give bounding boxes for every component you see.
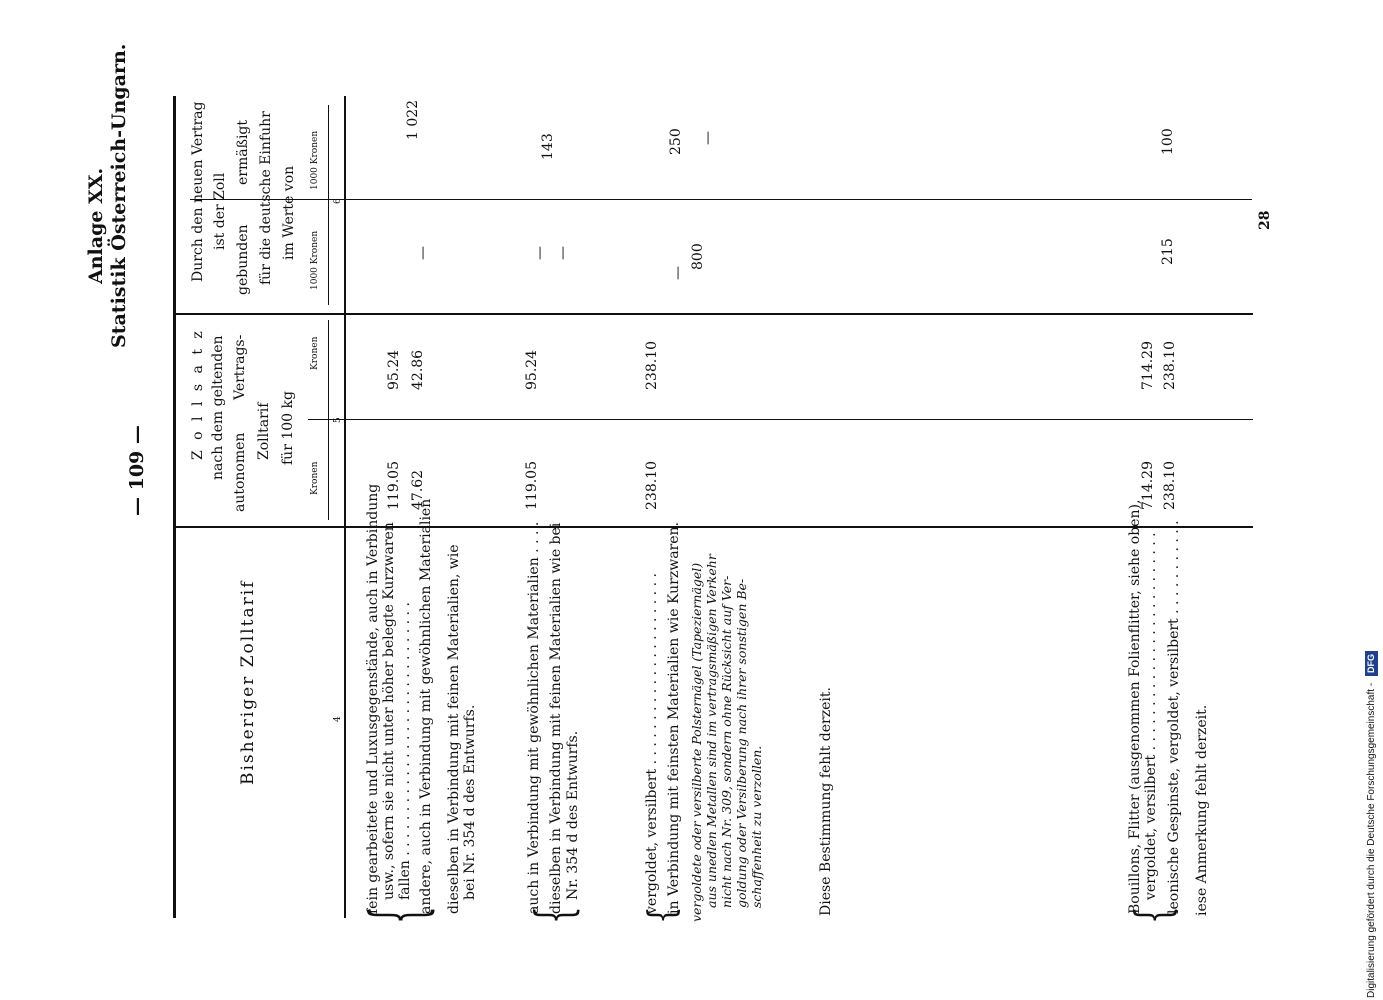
autonomous-rate: 119.05 [524, 461, 540, 510]
col6-subtitle: ist der Zoll [212, 172, 228, 250]
row-text: Bouillons, Flitter (ausgenommen Folienflitter, siehe oben), [1127, 499, 1143, 914]
bound-value: 800 [690, 243, 706, 270]
col6-unit-rule [328, 105, 329, 305]
row-text: dieselben in Verbindung mit feinen Materialien, wie [446, 544, 462, 914]
reduced-value: 1 022 [405, 99, 421, 140]
row-text: vergoldet, versilbert . . . . . . . . . . . . . . . . . . . . . . . . . [1143, 532, 1159, 900]
col5-tariff-label: Zolltarif [256, 402, 272, 460]
col6-bound-label: gebunden [235, 224, 251, 295]
col5-inner-divider [308, 419, 1253, 420]
row-note: goldung oder Versilberung nach ihrer sonstigen Be- [734, 578, 749, 908]
col5-title: Z o l l s a t z [190, 328, 206, 460]
row-note: vergoldete oder versilberte Polsternägel (Tapeziernägel) [689, 562, 704, 922]
reduced-value: — [700, 131, 716, 145]
brace: { [524, 906, 584, 924]
col5-subtitle: nach dem geltenden [210, 335, 226, 480]
treaty-rate: 238.10 [644, 341, 660, 390]
col4-col5-divider [173, 526, 1253, 528]
funding-note: Digitalisierung gefördert durch die Deutsche Forschungsgemeinschaft - [1366, 682, 1377, 998]
col4-title: Bisheriger Zolltarif [238, 579, 258, 785]
col6-german-import: für die deutsche Einfuhr [258, 111, 274, 285]
row-text: in Verbindung mit feinsten Materialien wie Kurzwaren. [666, 522, 682, 914]
bound-value: 215 [1160, 238, 1176, 265]
row-text: usw., sofern sie nicht unter höher belegte Kurzwaren [381, 522, 397, 900]
row-note: schaffenheit zu verzollen. [749, 745, 764, 908]
autonomous-rate: 238.10 [644, 461, 660, 510]
col6-unit-right: 1000 Kronen [310, 130, 320, 190]
row-text: bei Nr. 354 d des Entwurfs. [462, 704, 478, 900]
row-text: dieselben in Verbindung mit feinen Materialien wie bei [548, 522, 564, 914]
col4-number: 4 [333, 716, 343, 722]
row-text: Diese Bestimmung fehlt derzeit. [818, 687, 834, 916]
autonomous-rate: 238.10 [1162, 461, 1178, 510]
reduced-value: 143 [540, 133, 556, 160]
treaty-rate: 42.86 [410, 349, 426, 390]
col6-value-label: im Werte von [281, 165, 297, 260]
col5-unit-left: Kronen [310, 461, 320, 495]
bound-value: — [555, 246, 571, 260]
treaty-rate: 238.10 [1162, 341, 1178, 390]
col5-autonomous-label: autonomen [232, 432, 248, 512]
row-text: vergoldet, versilbert . . . . . . . . . . . . . . . . . . . . . . [644, 573, 660, 914]
col5-unit-rule [328, 320, 329, 520]
reduced-value: 250 [668, 128, 684, 155]
col5-treaty-label: Vertrags- [232, 334, 248, 400]
brace: { [640, 906, 683, 924]
brace: { [1125, 906, 1182, 924]
row-text: auch in Verbindung mit gewöhnlichen Materialien . . . . [526, 521, 542, 914]
treaty-rate: 95.24 [524, 349, 540, 390]
col6-reduced-label: ermäßigt [235, 119, 251, 185]
row-text: iese Anmerkung fehlt derzeit. [1194, 704, 1210, 916]
dfg-side-note [1363, 8, 1381, 998]
row-text: andere, auch in Verbindung mit gewöhnlichen Materialien [418, 498, 434, 914]
signature-number: 28 [1257, 210, 1273, 230]
brace: { [355, 906, 441, 924]
col5-per-100kg: für 100 kg [280, 391, 296, 465]
row-text: Nr. 354 d des Entwurfs. [565, 730, 581, 900]
table-top-rule [173, 96, 176, 918]
col6-number: 6 [333, 198, 343, 204]
autonomous-rate: 714.29 [1140, 461, 1156, 510]
col5-number: 5 [333, 417, 343, 423]
header-bottom-rule [344, 96, 346, 918]
reduced-value: 100 [1160, 128, 1176, 155]
row-text: leonische Gespinste, vergoldet, versilbert . . . . . . . . . . . [1166, 520, 1182, 914]
col6-inner-divider [190, 199, 1252, 200]
bound-value: — [532, 246, 548, 260]
col5-col6-divider [173, 313, 1253, 315]
dfg-logo: DFG [1365, 651, 1378, 676]
row-text: fein gearbeitete und Luxusgegenstände, auch in Verbindung [365, 483, 381, 914]
col6-unit-left: 1000 Kronen [310, 230, 320, 290]
annex-title: Anlage XX. [85, 167, 107, 284]
bound-value: — [415, 246, 431, 260]
autonomous-rate: 119.05 [386, 461, 402, 510]
bound-value: — [670, 266, 686, 280]
autonomous-rate: 47.62 [410, 469, 426, 510]
treaty-rate: 714.29 [1140, 341, 1156, 390]
page-number: — 109 — [126, 425, 148, 516]
statistics-subtitle: Statistik Österreich-Ungarn. [108, 43, 130, 348]
row-note: nicht nach Nr. 309, sondern ohne Rücksicht auf Ver- [719, 575, 734, 908]
col5-unit-right: Kronen [310, 336, 320, 370]
row-text: fallen . . . . . . . . . . . . . . . . . . . . . . . . . . . . . [397, 602, 413, 900]
treaty-rate: 95.24 [386, 349, 402, 390]
row-note: aus unedlen Metallen sind im vertragsmäßigen Verkehr [704, 554, 719, 908]
col6-title: Durch den neuen Vertrag [190, 101, 206, 282]
